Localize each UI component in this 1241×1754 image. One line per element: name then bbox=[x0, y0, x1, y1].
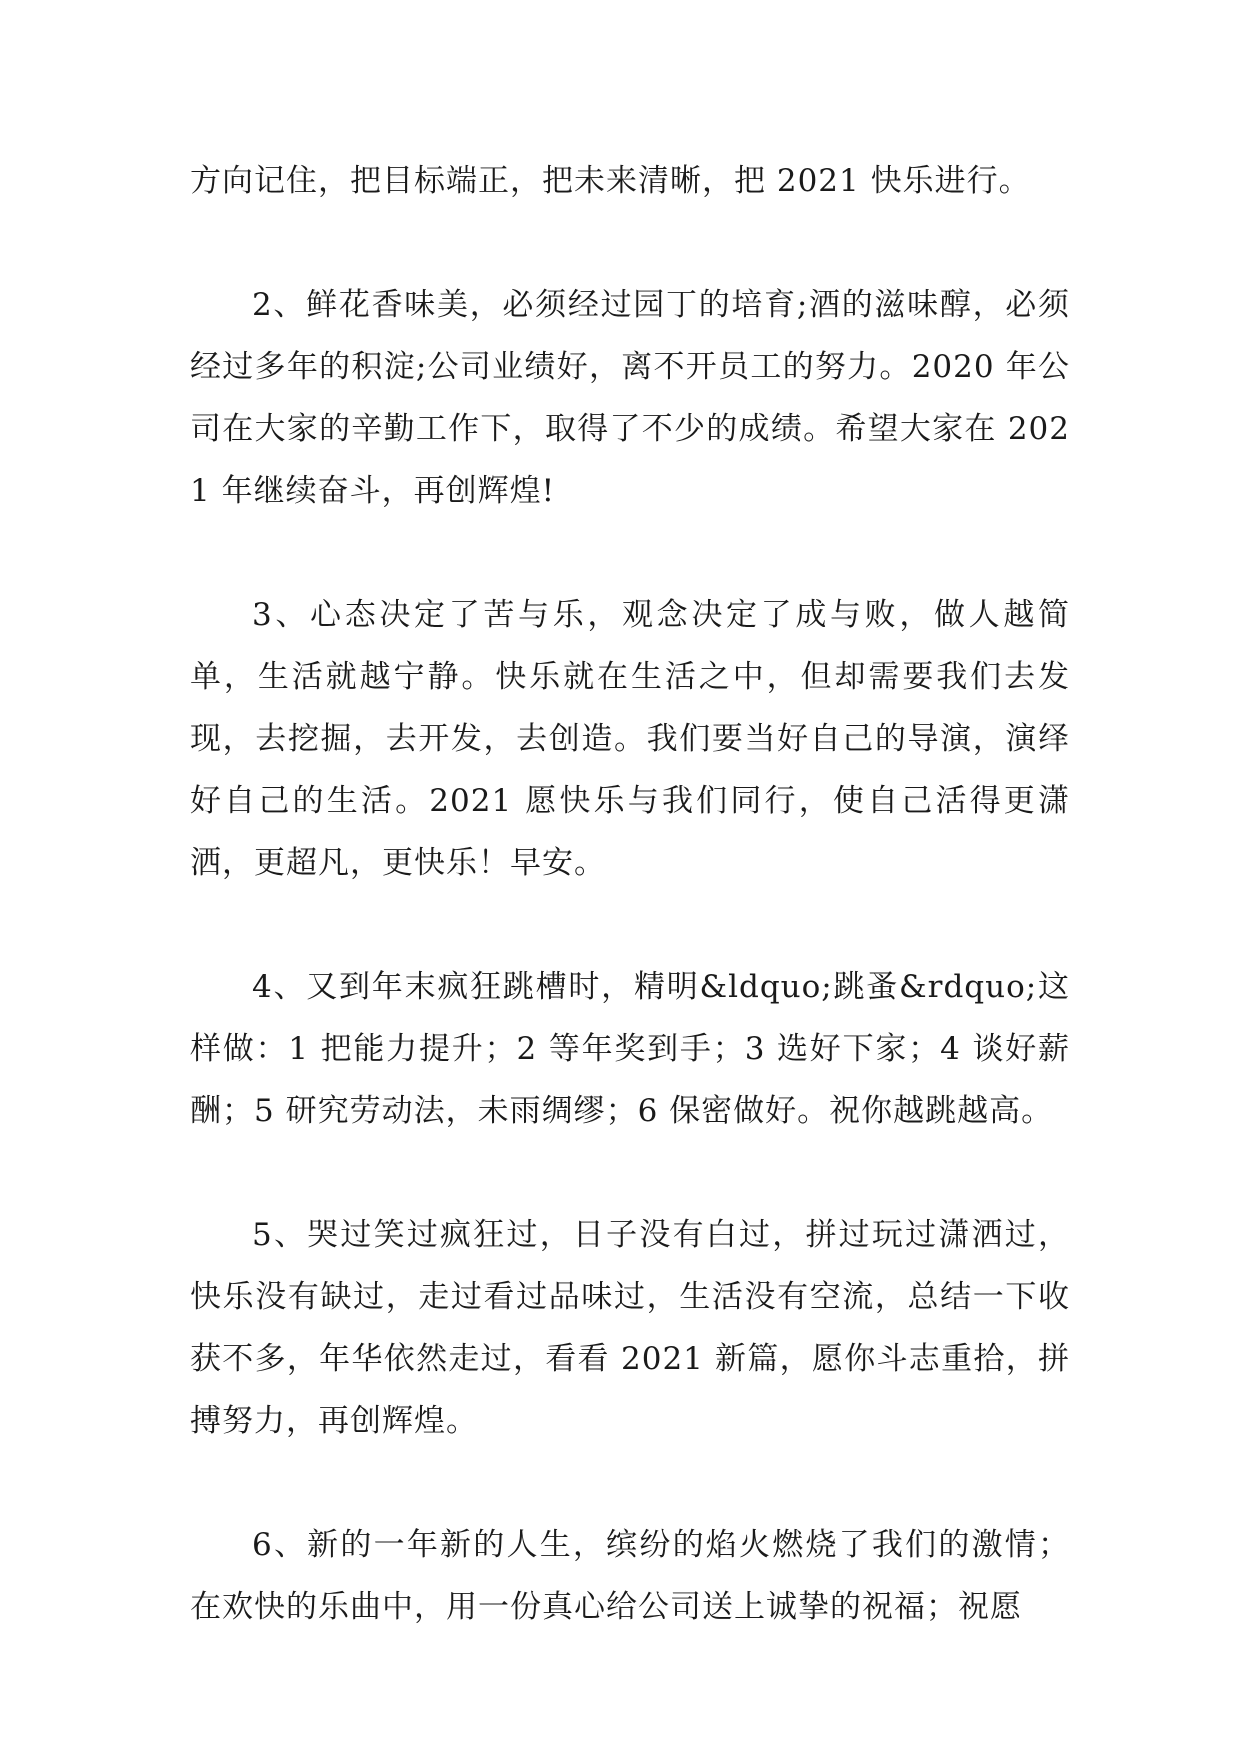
paragraph-6: 6、新的一年新的人生，缤纷的焰火燃烧了我们的激情；在欢快的乐曲中，用一份真心给公司送上诚挚的祝福；祝愿 bbox=[190, 1527, 1070, 1625]
paragraph-5: 5、哭过笑过疯狂过，日子没有白过，拼过玩过潇洒过，快乐没有缺过，走过看过品味过，生活没有空流，总结一下收获不多，年华依然走过，看看 2021 新篇，愿你斗志重拾，拼搏努力，再创辉煌。 bbox=[190, 1217, 1070, 1439]
paragraph-4: 4、又到年末疯狂跳槽时，精明&ldquo;跳蚤&rdquo;这样做：1 把能力提升；2 等年奖到手；3 选好下家；4 谈好薪酬；5 研究劳动法，未雨绸缪；6 保密做好。祝你越跳越高。 bbox=[190, 969, 1070, 1129]
paragraph-continuation: 方向记住，把目标端正，把未来清晰，把 2021 快乐进行。 bbox=[190, 163, 1031, 199]
document-body bbox=[190, 150, 1070, 1700]
paragraph-2: 2、鲜花香味美，必须经过园丁的培育;酒的滋味醇，必须经过多年的积淀;公司业绩好，离不开员工的努力。2020 年公司在大家的辛勤工作下，取得了不少的成绩。希望大家在 2021 年继续奋斗，再创辉煌! bbox=[190, 287, 1070, 509]
paragraph-3: 3、心态决定了苦与乐，观念决定了成与败，做人越简单，生活就越宁静。快乐就在生活之中，但却需要我们去发现，去挖掘，去开发，去创造。我们要当好自己的导演，演绎好自己的生活。2021 愿快乐与我们同行，使自己活得更潇洒，更超凡，更快乐！早安。 bbox=[190, 597, 1070, 881]
